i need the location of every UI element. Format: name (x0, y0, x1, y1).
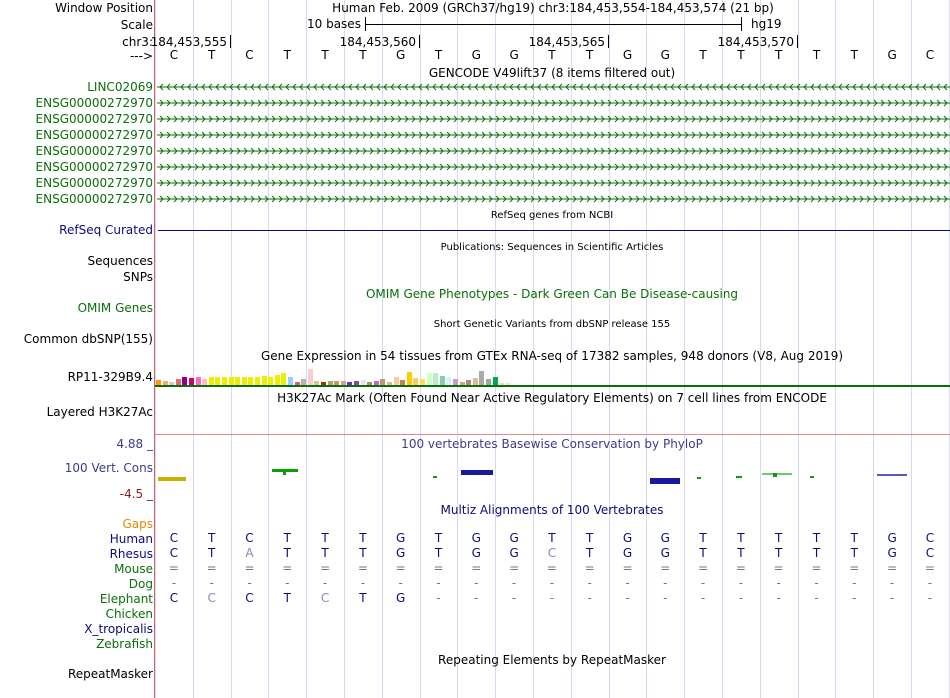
gtex-tissue-bar[interactable] (275, 375, 280, 385)
alignment-base: = (546, 561, 557, 575)
alignment-base: = (887, 561, 898, 575)
alignment-base: - (700, 591, 706, 605)
alignment-base: - (436, 591, 441, 605)
alignment-base: = (471, 561, 482, 575)
gencode-track-title: GENCODE V49lift37 (8 items filtered out) (428, 66, 676, 80)
multiz-track-title: Multiz Alignments of 100 Vertebrates (440, 503, 664, 517)
omim-track-title: OMIM Gene Phenotypes - Dark Green Can Be Disease-causing (365, 287, 739, 301)
phylop-score-mark[interactable] (158, 477, 186, 481)
species-label[interactable]: X_tropicalis (84, 622, 153, 636)
gencode-item-label[interactable]: ENSG00000272970 (35, 112, 153, 126)
phylop-max-label: 4.88 _ (116, 437, 153, 451)
species-label[interactable]: Human (109, 532, 153, 546)
dna-base: T (548, 48, 556, 62)
alignment-base: = (584, 561, 595, 575)
gencode-item-label[interactable]: ENSG00000272970 (35, 144, 153, 158)
position-label: 184,453,570 (717, 35, 794, 49)
alignment-base: T (434, 531, 443, 545)
phylop-min-label: -4.5 _ (119, 487, 153, 501)
alignment-base: - (398, 576, 403, 590)
alignment-base: T (737, 546, 745, 560)
gtex-tissue-bar[interactable] (427, 373, 432, 385)
phylop-score-mark[interactable] (433, 476, 437, 478)
gtex-tissue-bar[interactable] (235, 377, 240, 385)
dbsnp-track-label[interactable]: Common dbSNP(155) (23, 332, 153, 346)
alignment-base: T (283, 546, 291, 560)
alignment-base: G (471, 531, 481, 545)
gtex-tissue-bar[interactable] (182, 377, 187, 385)
gtex-tissue-bar[interactable] (215, 377, 220, 385)
alignment-base: G (622, 546, 633, 560)
phylop-score-mark[interactable] (736, 476, 742, 478)
alignment-base: T (434, 546, 443, 560)
phylop-score-mark[interactable] (461, 470, 493, 475)
alignment-base: = (622, 561, 633, 575)
gtex-tissue-bar[interactable] (446, 377, 451, 385)
refseq-track-title: RefSeq genes from NCBI (490, 210, 614, 221)
dna-base: T (699, 48, 707, 62)
alignment-base: T (775, 531, 783, 545)
alignment-base: - (852, 591, 857, 605)
assembly-label: hg19 (751, 17, 782, 31)
alignment-base: - (889, 591, 895, 605)
alignment-base: G (660, 546, 670, 560)
publications-track-title: Publications: Sequences in Scientific Articles (440, 242, 664, 253)
phylop-score-mark[interactable] (650, 478, 680, 484)
alignment-base: T (359, 531, 367, 545)
gtex-tissue-bar[interactable] (196, 377, 201, 385)
alignment-base: = (773, 561, 784, 575)
gencode-transcript-line[interactable] (157, 82, 950, 92)
refseq-gene-line[interactable] (158, 230, 950, 231)
gtex-tissue-bar[interactable] (493, 377, 498, 385)
gtex-tissue-bar[interactable] (308, 369, 313, 385)
dna-base: G (660, 48, 670, 62)
alignment-base: - (776, 576, 781, 590)
species-label[interactable]: Mouse (114, 562, 153, 576)
gridline (155, 0, 156, 698)
dna-base: T (850, 48, 858, 62)
alignment-base: - (776, 591, 781, 605)
alignment-base: C (547, 546, 557, 560)
dna-base: T (812, 48, 821, 62)
gencode-item-label[interactable]: ENSG00000272970 (35, 176, 153, 190)
gencode-item-label[interactable]: ENSG00000272970 (35, 128, 153, 142)
gtex-tissue-bar[interactable] (209, 377, 214, 385)
alignment-base: = (433, 561, 444, 575)
scale-bar-left-tick (365, 17, 366, 31)
phylop-score-mark[interactable] (810, 476, 814, 478)
dna-base: T (321, 48, 329, 62)
gtex-tissue-bar[interactable] (189, 378, 194, 385)
dna-base: T (775, 48, 783, 62)
alignment-base: T (737, 531, 745, 545)
alignment-base: T (850, 546, 858, 560)
dna-base: T (208, 48, 216, 62)
alignment-base: - (814, 591, 819, 605)
gtex-track-title: Gene Expression in 54 tissues from GTEx RNA-seq of 17382 samples, 948 donors (V8, Aug 2019) (260, 349, 844, 363)
gtex-tissue-bar[interactable] (413, 378, 418, 385)
position-label: 184,453,555 (150, 35, 227, 49)
phylop-track-label[interactable]: 100 Vert. Cons (64, 461, 153, 475)
alignment-base: G (396, 546, 406, 560)
alignment-base: - (209, 576, 214, 590)
alignment-base: T (699, 531, 707, 545)
species-label[interactable]: Dog (128, 577, 153, 591)
alignment-base: C (169, 531, 179, 545)
alignment-base: T (208, 546, 216, 560)
gencode-transcript-line[interactable] (157, 146, 950, 156)
gtex-tissue-bar[interactable] (255, 377, 260, 385)
alignment-base: T (548, 531, 556, 545)
h3k27ac-track-label[interactable]: Layered H3K27Ac (46, 405, 153, 419)
alignment-base: T (321, 546, 329, 560)
alignment-base: - (625, 576, 630, 590)
position-tick (797, 35, 798, 48)
gencode-item-label[interactable]: LINC02069 (87, 80, 153, 94)
chr-label: chr3: (122, 35, 153, 49)
alignment-base: - (247, 576, 252, 590)
alignment-base: T (283, 591, 291, 605)
scale-bar-right-tick (741, 17, 742, 31)
alignment-base: = (282, 561, 293, 575)
alignment-base: C (245, 531, 254, 545)
gtex-track-label[interactable]: RP11-329B9.4 (67, 370, 153, 384)
alignment-base: - (549, 591, 555, 605)
alignment-base: - (436, 576, 441, 590)
gtex-tissue-bar[interactable] (440, 376, 445, 385)
species-label[interactable]: Rhesus (109, 547, 153, 561)
gtex-tissue-bar[interactable] (242, 377, 247, 385)
phylop-score-mark[interactable] (283, 469, 286, 475)
omim-track-label[interactable]: OMIM Genes (77, 301, 153, 315)
alignment-base: = (168, 561, 179, 575)
gtex-tissue-bar[interactable] (262, 376, 267, 385)
alignment-base: T (850, 531, 858, 545)
alignment-base: C (925, 546, 935, 560)
phylop-score-mark[interactable] (762, 473, 792, 475)
dna-base: G (887, 48, 897, 62)
alignment-base: G (887, 546, 897, 560)
gtex-tissue-bar[interactable] (407, 372, 412, 385)
publications-snps-label[interactable]: SNPs (123, 270, 153, 284)
alignment-base: - (700, 576, 706, 590)
gencode-transcript-line[interactable] (157, 162, 950, 172)
alignment-base: = (811, 561, 822, 575)
alignment-base: = (849, 561, 860, 575)
alignment-base: = (735, 561, 746, 575)
alignment-base: - (322, 576, 328, 590)
gtex-tissue-bar[interactable] (394, 377, 399, 385)
alignment-base: = (698, 561, 709, 575)
alignment-base: - (587, 591, 592, 605)
alignment-base: T (775, 546, 783, 560)
alignment-base: G (622, 531, 633, 545)
h3k27ac-signal-line (155, 434, 950, 435)
dna-base: T (359, 48, 367, 62)
alignment-base: C (245, 591, 254, 605)
gencode-item-label[interactable]: ENSG00000272970 (35, 160, 153, 174)
alignment-base: A (245, 546, 254, 560)
alignment-base: - (889, 576, 895, 590)
phylop-score-mark[interactable] (697, 477, 701, 479)
publications-sequences-label[interactable]: Sequences (87, 254, 153, 268)
alignment-base: - (474, 576, 479, 590)
gtex-tissue-bar[interactable] (229, 377, 234, 385)
alignment-base: = (244, 561, 255, 575)
position-label: 184,453,560 (339, 35, 416, 49)
alignment-base: T (321, 531, 329, 545)
species-label[interactable]: Zebrafish (96, 637, 153, 651)
alignment-base: - (738, 576, 744, 590)
dna-base: C (925, 48, 935, 62)
alignment-base: T (208, 531, 216, 545)
repeatmasker-track-label[interactable]: RepeatMasker (67, 667, 153, 681)
gtex-tissue-bar[interactable] (433, 373, 438, 385)
alignment-base: = (320, 561, 331, 575)
gencode-item-label[interactable]: ENSG00000272970 (35, 192, 153, 206)
alignment-base: = (357, 561, 368, 575)
alignment-base: - (285, 576, 290, 590)
alignment-base: G (509, 546, 519, 560)
alignment-base: G (396, 591, 406, 605)
alignment-base: = (395, 561, 406, 575)
gencode-transcript-line[interactable] (157, 130, 950, 140)
position-label: 184,453,565 (528, 35, 605, 49)
alignment-base: T (586, 546, 594, 560)
alignment-base: T (283, 531, 291, 545)
alignment-base: T (586, 531, 594, 545)
alignment-base: G (509, 531, 519, 545)
h3k27ac-track-title: H3K27Ac Mark (Often Found Near Active Regulatory Elements) on 7 cell lines from ENCODE (277, 391, 827, 405)
alignment-base: - (511, 576, 517, 590)
alignment-base: G (396, 531, 406, 545)
alignment-base: - (663, 591, 668, 605)
gtex-tissue-bar[interactable] (281, 373, 286, 385)
window-position-label: Window Position (55, 1, 153, 15)
scale-text: 10 bases (307, 17, 361, 31)
phylop-score-mark[interactable] (773, 473, 777, 477)
alignment-base: - (625, 591, 630, 605)
strand-label: ---> (129, 49, 153, 63)
alignment-base: - (511, 591, 517, 605)
dna-base: G (471, 48, 481, 62)
gtex-tissue-bar[interactable] (479, 371, 484, 385)
alignment-base: G (660, 531, 670, 545)
window-position-value: Human Feb. 2009 (GRCh37/hg19) chr3:184,453,554-184,453,574 (21 bp) (332, 1, 774, 15)
scale-label: Scale (120, 18, 153, 32)
phylop-score-mark[interactable] (877, 474, 907, 476)
gencode-transcript-line[interactable] (157, 194, 950, 204)
alignment-base: - (852, 576, 857, 590)
gtex-tissue-bar[interactable] (288, 377, 293, 385)
alignment-base: - (663, 576, 668, 590)
alignment-base: - (927, 591, 933, 605)
dna-base: T (283, 48, 291, 62)
dna-base: T (586, 48, 594, 62)
position-tick (419, 35, 420, 48)
gtex-tissue-bar[interactable] (473, 378, 478, 385)
alignment-base: - (474, 591, 479, 605)
repeatmasker-track-title: Repeating Elements by RepeatMasker (438, 653, 666, 667)
dna-base: C (245, 48, 254, 62)
species-label[interactable]: Chicken (105, 607, 153, 621)
alignment-base: T (359, 591, 367, 605)
dna-base: G (396, 48, 406, 62)
dna-base: G (509, 48, 519, 62)
dbsnp-track-title: Short Genetic Variants from dbSNP release 155 (433, 319, 671, 330)
dna-base: T (737, 48, 745, 62)
dna-base: G (622, 48, 633, 62)
alignment-base: C (925, 531, 935, 545)
position-tick (230, 35, 231, 48)
alignment-base: G (887, 531, 897, 545)
alignment-base: - (927, 576, 933, 590)
dna-base: T (434, 48, 443, 62)
gtex-tissue-bar[interactable] (222, 377, 227, 385)
gtex-tissue-bar[interactable] (248, 377, 253, 385)
alignment-base: - (738, 591, 744, 605)
phylop-track-title: 100 vertebrates Basewise Conservation by PhyloP (401, 437, 703, 451)
alignment-base: C (320, 591, 330, 605)
gencode-transcript-line[interactable] (157, 178, 950, 188)
alignment-base: T (812, 531, 821, 545)
alignment-base: = (206, 561, 217, 575)
alignment-base: = (924, 561, 935, 575)
alignment-base: = (660, 561, 671, 575)
gtex-tissue-bar[interactable] (268, 377, 273, 385)
dna-base: C (169, 48, 179, 62)
alignment-base: - (814, 576, 819, 590)
species-label[interactable]: Elephant (99, 592, 153, 606)
refseq-track-label[interactable]: RefSeq Curated (59, 223, 153, 237)
alignment-base: T (359, 546, 367, 560)
alignment-base: C (169, 546, 179, 560)
gencode-item-label[interactable]: ENSG00000272970 (35, 96, 153, 110)
alignment-base: - (549, 576, 555, 590)
position-tick (608, 35, 609, 48)
alignment-base: - (171, 576, 177, 590)
gencode-transcript-line[interactable] (157, 98, 950, 108)
alignment-base: C (169, 591, 179, 605)
gencode-transcript-line[interactable] (157, 114, 950, 124)
alignment-base: C (207, 591, 216, 605)
alignment-base: = (509, 561, 520, 575)
gtex-baseline (155, 385, 950, 387)
multiz-gaps-label[interactable]: Gaps (122, 517, 153, 531)
alignment-base: T (699, 546, 707, 560)
alignment-base: - (587, 576, 592, 590)
alignment-base: T (812, 546, 821, 560)
alignment-base: G (471, 546, 481, 560)
alignment-base: - (360, 576, 366, 590)
scale-bar (365, 24, 741, 25)
